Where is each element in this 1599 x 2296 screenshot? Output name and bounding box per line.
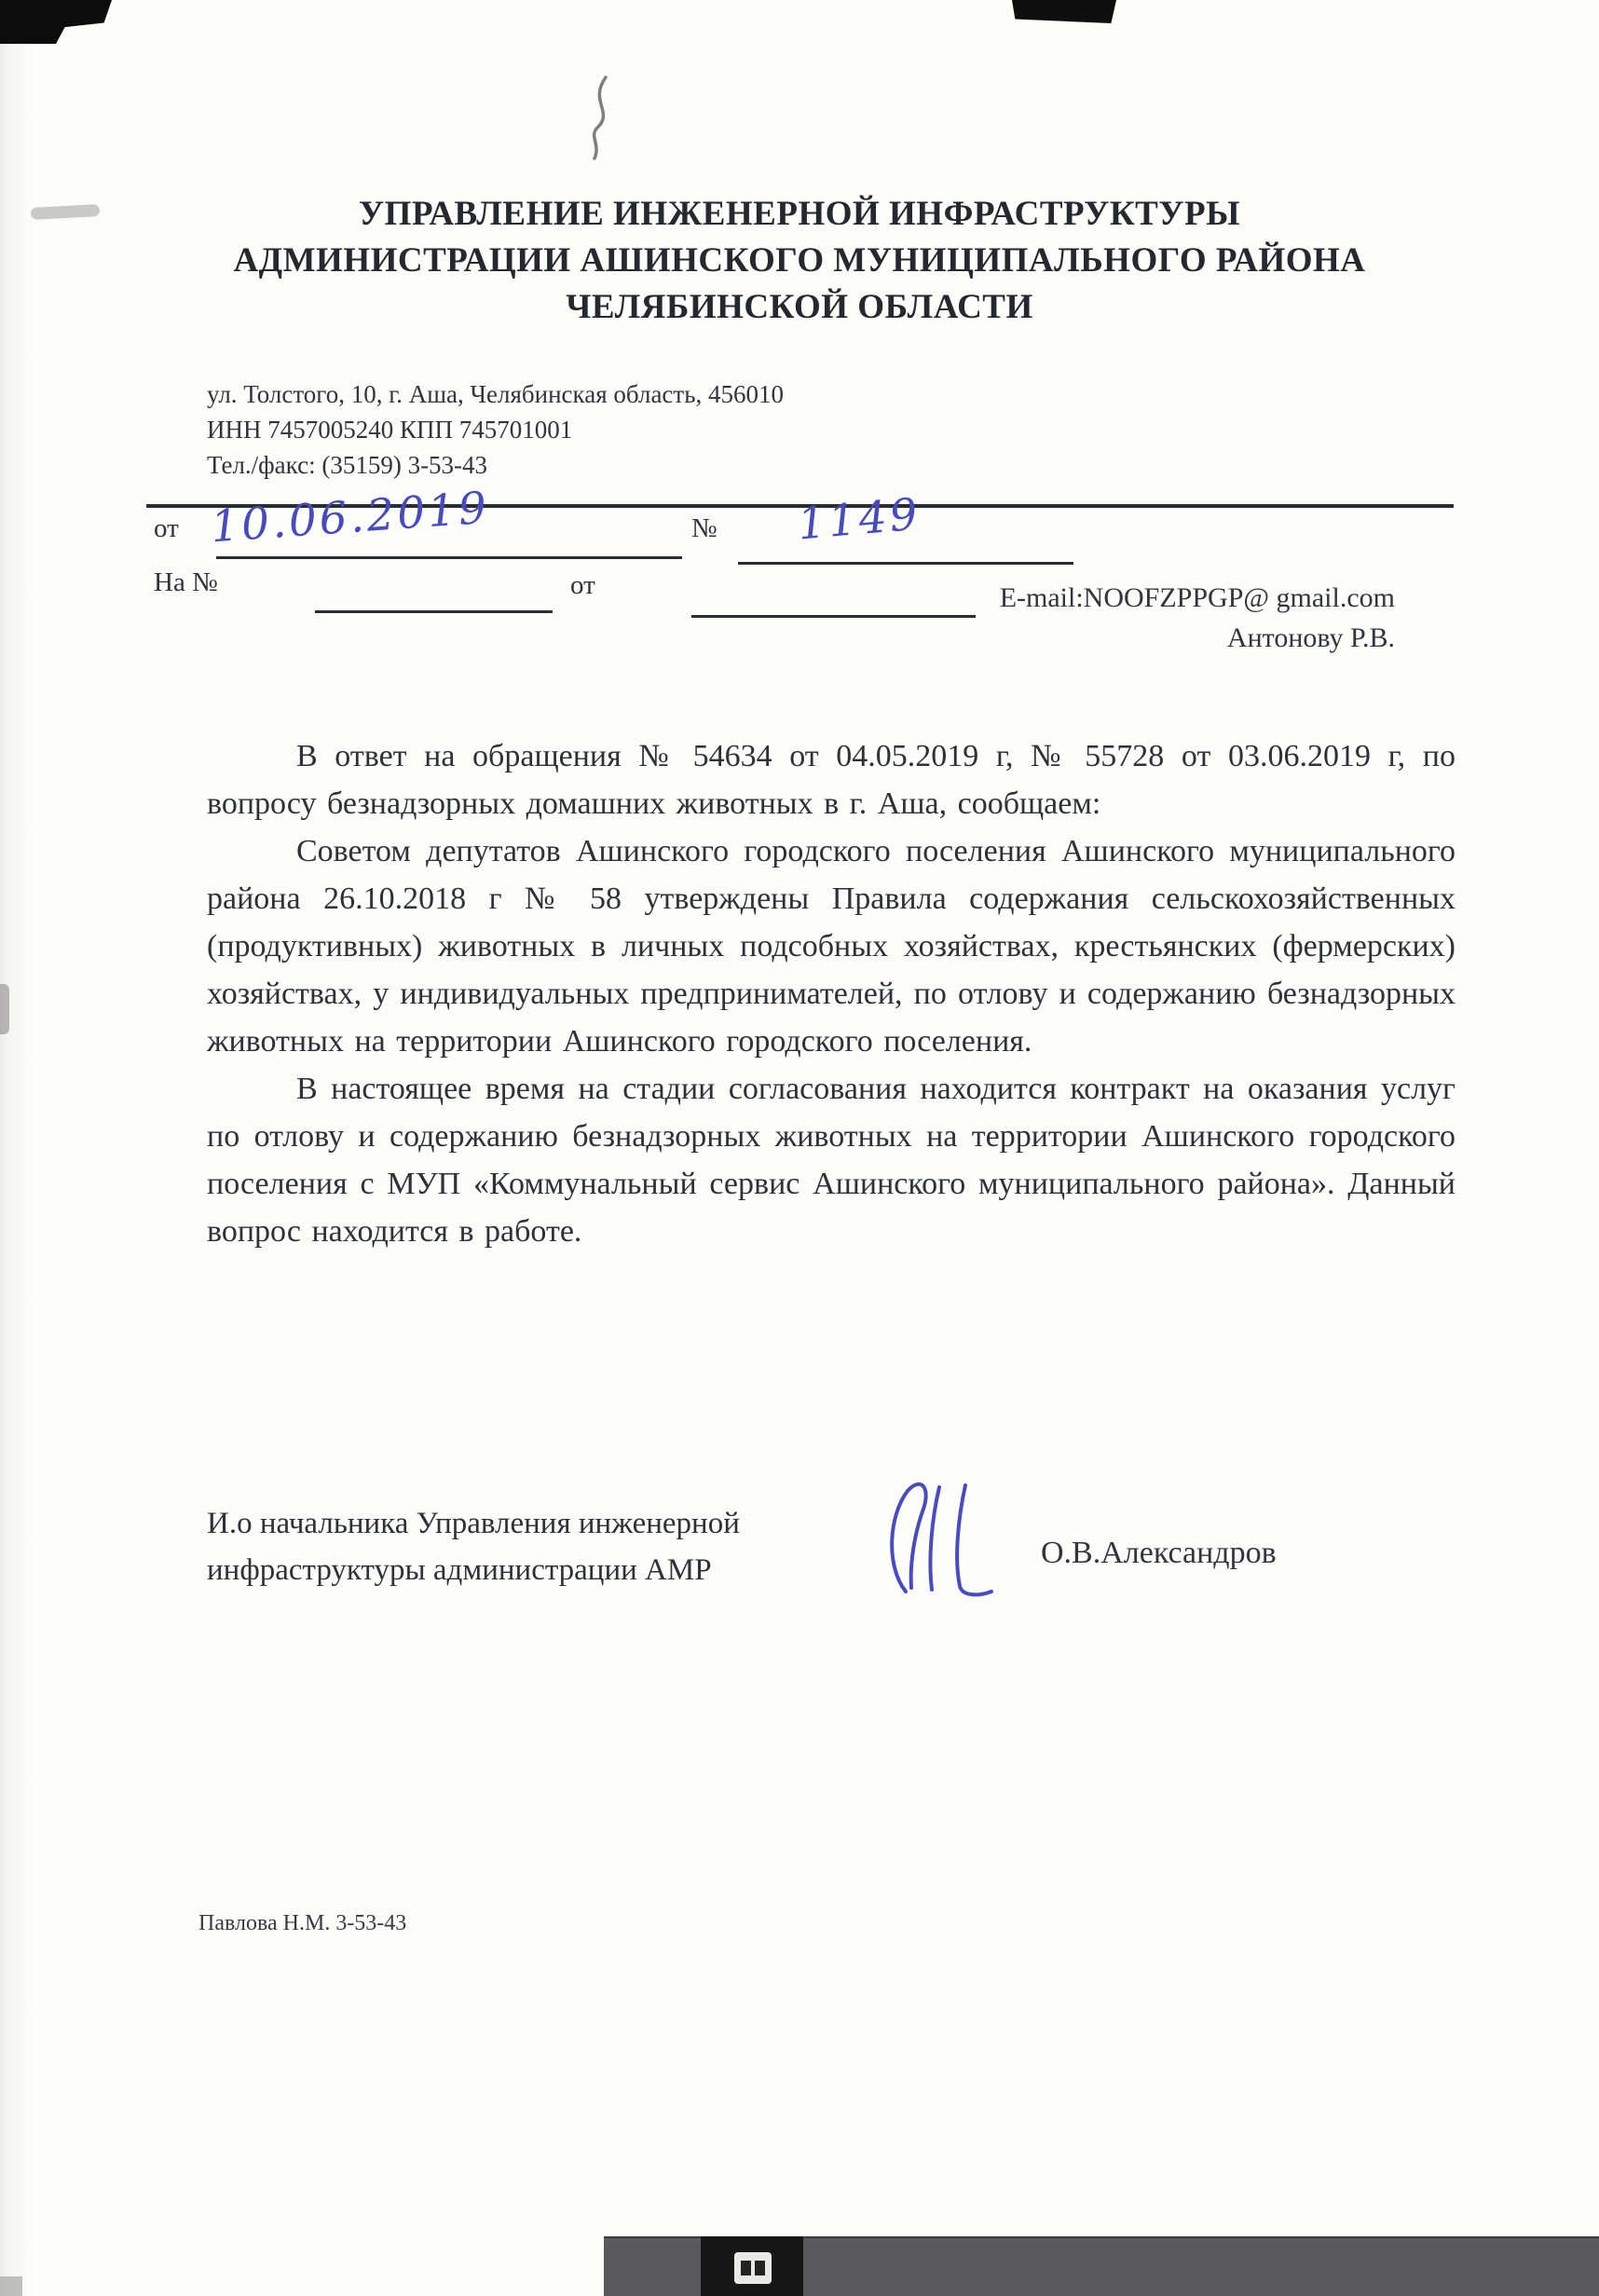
letter-body: [207, 732, 1456, 1255]
recipient-email: E-mail:NOOFZPPGP@ gmail.com: [999, 582, 1395, 613]
outgoing-number-label: №: [691, 513, 718, 543]
film-frame-icon: [734, 2252, 772, 2284]
signer-position-line-1: И.о начальника Управления инженерной: [207, 1507, 740, 1540]
org-address: ул. Толстого, 10, г. Аша, Челябинская область, 456010: [207, 380, 785, 408]
pen-mark-icon: [585, 75, 626, 164]
signer-position-line-2: инфраструктуры администрации АМР: [207, 1553, 712, 1587]
recipient-block: [1000, 578, 1395, 658]
executor-contact: Павлова Н.М. 3-53-43: [198, 1911, 407, 1935]
reply-date-label: от: [570, 570, 595, 600]
org-phone: Тел./факс: (35159) 3-53-43: [207, 451, 488, 479]
recipient-name: Антонову Р.В.: [1226, 622, 1395, 653]
org-inn-kpp: ИНН 7457005240 КПП 745701001: [207, 416, 573, 444]
reply-number-underline: [315, 610, 553, 613]
reply-to-number-label: На №: [154, 567, 218, 597]
outgoing-date-label: от: [154, 513, 179, 543]
signer-name: О.В.Александров: [1041, 1536, 1277, 1570]
org-title-line-3: ЧЕЛЯБИНСКОЙ ОБЛАСТИ: [566, 288, 1033, 326]
body-paragraph-2: Советом депутатов Ашинского городского поселения Ашинского муниципального района 26.10.2018 г № 58 утверждены Правила содержания сельскохозяйственных (продуктивных) животных в личных подсобных хозяйствах, крестьянских (фермерских) хозяйствах, у индивидуальных предпринимателей, по отлову и содержанию безнадзорных животных на территории Ашинского городского поселения.: [207, 834, 1456, 1059]
body-paragraph-1: В ответ на обращения № 54634 от 04.05.2019 г, № 55728 от 03.06.2019 г, по вопросу безнадзорных домашних животных в г. Аша, сообщаем:: [207, 739, 1456, 821]
org-title-line-1: УПРАВЛЕНИЕ ИНЖЕНЕРНОЙ ИНФРАСТРУКТУРЫ: [359, 195, 1240, 233]
letterhead: [0, 191, 1599, 331]
scan-artifact-bottom-left: [0, 2276, 22, 2296]
scan-artifact-edge-smudge: [0, 984, 9, 1034]
film-frame-hole: [755, 2261, 765, 2276]
org-title-line-2: АДМИНИСТРАЦИИ АШИНСКОГО МУНИЦИПАЛЬНОГО РАЙОНА: [233, 241, 1366, 280]
film-frame-hole: [741, 2261, 751, 2276]
body-paragraph-3: В настоящее время на стадии согласования находится контракт на оказания услуг по отлову и содержанию безнадзорных животных на территории Ашинского городского поселения с МУП «Коммунальный сервис Ашинского муниципального района». Данный вопрос находится в работе.: [207, 1072, 1456, 1249]
outgoing-date-underline: [216, 556, 682, 559]
handwritten-outgoing-date: 10.06.2019: [209, 482, 491, 554]
handwritten-outgoing-number: 1149: [795, 488, 922, 551]
signer-position: [207, 1500, 740, 1593]
scan-artifact-top-right: [1012, 0, 1116, 23]
handwritten-signature: [874, 1480, 1037, 1603]
outgoing-number-underline: [738, 562, 1073, 565]
scan-artifact-top-left: [0, 0, 112, 44]
reply-date-underline: [691, 615, 976, 618]
address-block: [207, 376, 784, 483]
